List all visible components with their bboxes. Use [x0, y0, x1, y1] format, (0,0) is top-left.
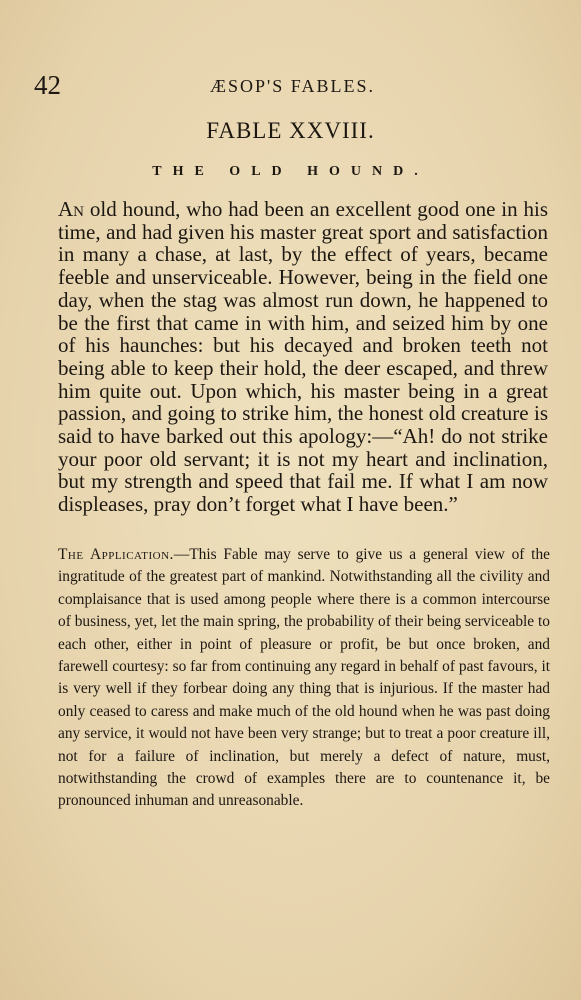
fable-number: FABLE XXVIII. — [206, 118, 375, 143]
application-paragraph — [58, 544, 550, 813]
application-label: The Application. — [58, 546, 174, 563]
fable-body: old hound, who had been an excellent good one in his time, and had given his master great sport and satisfaction in many a chase, at last, by the effect of years, became feeble and unserviceable. However, being in the field one day, when the stag was almost run down, he happened to be the first that came in with him, and seized him by one of his haunches: but his decayed and broken teeth not being able to keep their hold, the deer escaped, and threw him quite out. Upon which, his master being in a great passion, and going to strike him, the honest old creature is said to have barked out this apology:—“Ah! do not strike your poor old servant; it is not my heart and inclination, but my strength and speed that fail me. If what I am now displeases, pray don’t forget what I have been.” — [58, 197, 548, 517]
fable-text — [58, 198, 548, 516]
page-number: 42 — [34, 70, 61, 100]
fable-first-word: An — [58, 197, 84, 221]
application-body: —This Fable may serve to give us a general view of the ingratitude of the greatest part of mankind. Notwithstanding all the civility and complaisance that is used among people where there is a common intercourse of business, yet, let the main spring, the probability of their being serviceable to each other, either in point of pleasure or profit, be but once broken, and farewell courtesy: so far from continuing any regard in behalf of past favours, it is very well if they forbear doing any thing that is injurious. If the master had only ceased to caress and make much of the old hound when he was past doing any service, it would not have been very strange; but to treat a poor creature ill, not for a failure of inclination, but merely a defect of nature, must, notwithstanding the crowd of examples there are to countenance it, be pronounced inhuman and unreasonable. — [58, 546, 550, 810]
fable-title: THE OLD HOUND. — [152, 164, 429, 179]
running-head — [34, 70, 551, 100]
running-title: ÆSOP'S FABLES. — [210, 76, 375, 96]
